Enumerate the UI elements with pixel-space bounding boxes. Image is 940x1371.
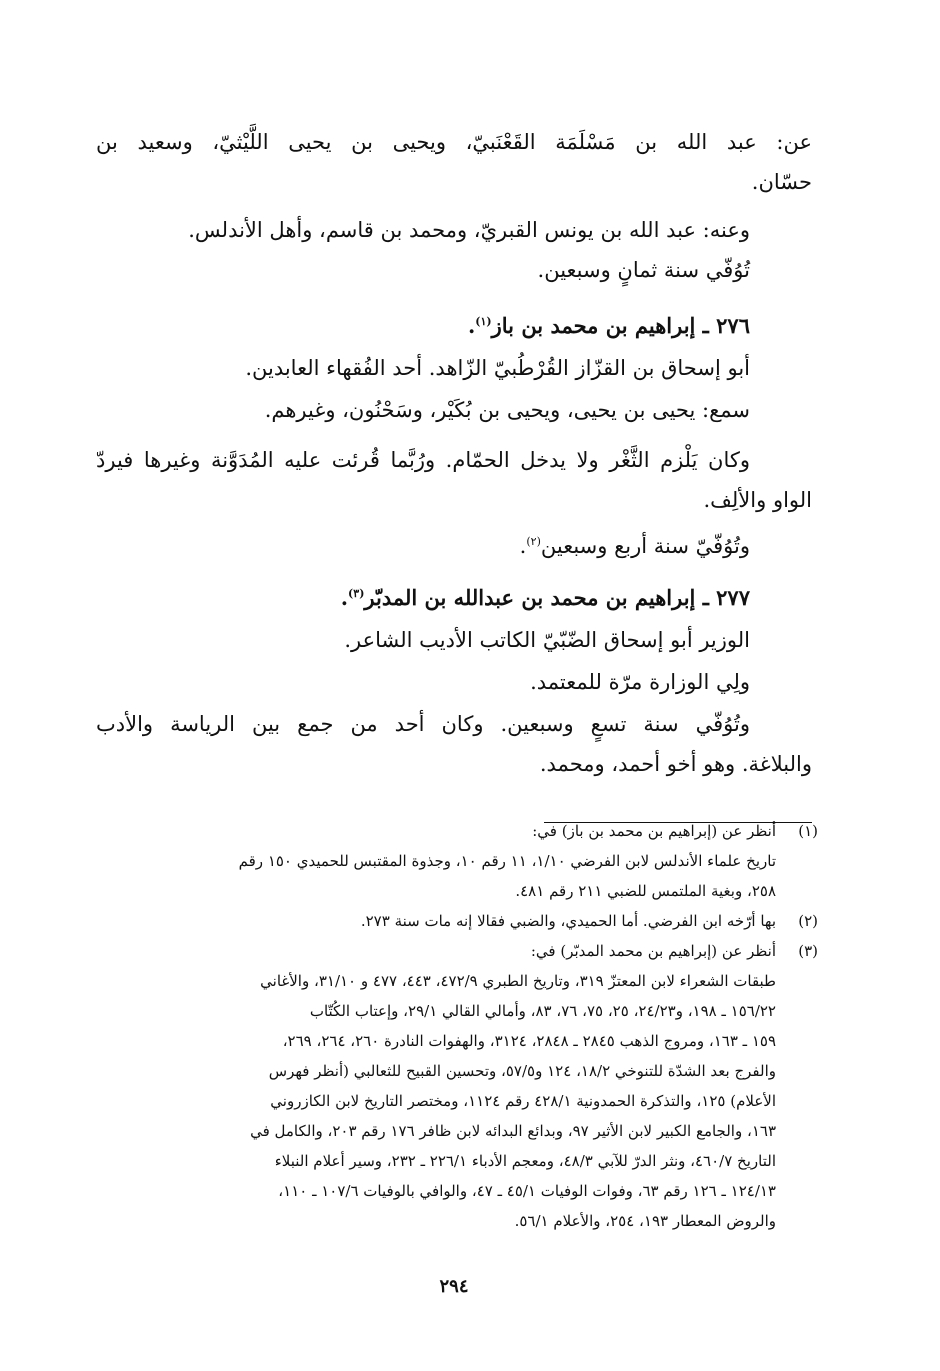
footnote-ref: (١) bbox=[475, 315, 492, 328]
entry-heading-text: ٢٧٧ ـ إبراهيم بن محمد بن عبدالله بن المدبّر bbox=[364, 585, 750, 610]
text-line: الوزير أبو إسحاق الضّبّيّ الكاتب الأديب الشاعر. bbox=[344, 628, 750, 652]
text-line: سمع: يحيى بن يحيى، ويحيى بن بُكَيْر، وسَحْنُون، وغيرهم. bbox=[264, 398, 750, 422]
footnote-line bbox=[96, 1176, 812, 1206]
text-line: وتُوُفّي سنة تسعٍ وسبعين. وكان أحد من جمع بين الرياسة والأدب bbox=[96, 712, 750, 736]
footnote-line bbox=[96, 1086, 812, 1116]
footnote-line bbox=[96, 1206, 812, 1236]
footnote-text: أنظر عن (إبراهيم بن محمد بن باز) في: bbox=[532, 822, 776, 840]
text-line: تُوُفّي سنة ثمانٍ وسبعين. bbox=[537, 258, 750, 282]
text-line: الواو والألِف. bbox=[703, 488, 812, 512]
text-line: والبلاغة. وهو أخو أحمد، ومحمد. bbox=[539, 752, 812, 776]
footnote-ref: (٣) bbox=[348, 587, 365, 600]
footnote-text: ١٥٩ ـ ١٦٣، ومروج الذهب ٢٨٤٥ ـ ٢٨٤٨، ٣١٢٤، والهفوات النادرة ٢٦٠، ٢٦٤، ٢٦٩، bbox=[282, 1032, 776, 1050]
footnote-text: الأعلام) ١٢٥، والتذكرة الحمدونية ٤٢٨/١ رقم ١١٢٤، ومختصر التاريخ لابن الكازروني bbox=[270, 1092, 776, 1110]
page-number: ٢٩٤ bbox=[439, 1276, 469, 1297]
text-line: حسّان. bbox=[751, 170, 812, 194]
text-line: عن: عبد الله بن مَسْلَمَة القَعْنَبيّ، ويحيى بن يحيى اللَّيْثيّ، وسعيد بن bbox=[96, 130, 812, 154]
text-line: وكان يَلْزم الثَّغْر ولا يدخل الحمّام. ورُبَّما قُرئت عليه المُدَوَّنة وغيرها فيردّ bbox=[96, 448, 750, 472]
footnote-text: التاريخ ٤٦٠/٧، ونثر الدرّ للآبي ٤٨/٣، ومعجم الأدباء ٢٢٦/١ ـ ٢٣٢، وسير أعلام النبلاء bbox=[274, 1152, 776, 1170]
footnote-text: والروض المعطار ١٩٣، ٢٥٤، والأعلام ٥٦/١. bbox=[514, 1212, 776, 1230]
footnote-line bbox=[96, 1146, 812, 1176]
footnote-text: طبقات الشعراء لابن المعتزّ ٣١٩، وتاريخ الطبري ٤٧٢/٩، ٤٤٣، ٤٧٧ و ٣١/١٠، والأغاني bbox=[260, 972, 776, 990]
footnote-line bbox=[96, 996, 812, 1026]
footnote-text: ١٦٣، والجامع الكبير لابن الأثير ٩٧، وبدائع البدائه لابن ظافر ١٧٦ رقم ٢٠٣، والكامل في bbox=[250, 1122, 776, 1140]
text-line-content: وتُوُفّيّ سنة أربع وسبعين bbox=[540, 534, 750, 558]
footnote-line bbox=[96, 1026, 812, 1056]
footnote-line bbox=[96, 1056, 812, 1086]
footnote-line bbox=[96, 876, 812, 906]
text-line: أبو إسحاق بن القزّاز القُرْطُبيّ الزّاهد. أحد الفُقهاء العابدين. bbox=[245, 356, 750, 380]
footnote-text: ٢٥٨، وبغية الملتمس للضبي ٢١١ رقم ٤٨١. bbox=[515, 882, 776, 900]
entry-heading-276: ٢٧٦ ـ إبراهيم بن محمد بن باز$^{(١)}$. bbox=[467, 313, 750, 338]
footnote-ref: (٢) bbox=[526, 535, 541, 548]
footnote-text: بها أرّخه ابن الفرضي. أما الحميدي، والضبي فقالا إنه مات سنة ٢٧٣. bbox=[360, 912, 776, 930]
text-line: ولِي الوزارة مرّة للمعتمد. bbox=[530, 670, 750, 694]
footnote-line bbox=[96, 846, 812, 876]
footnote-line bbox=[96, 966, 812, 996]
entry-heading-text: ٢٧٦ ـ إبراهيم بن محمد بن باز bbox=[491, 313, 750, 338]
entry-heading-277: ٢٧٧ ـ إبراهيم بن محمد بن عبدالله بن المدبّر$^{(٣)}$. bbox=[340, 585, 750, 610]
footnote-line bbox=[96, 1116, 812, 1146]
footnote-text: تاريخ علماء الأندلس لابن الفرضي ١/١٠، ١١ رقم ١٠، وجذوة المقتبس للحميدي ١٥٠ رقم bbox=[238, 852, 776, 870]
footnote-text: والفرج بعد الشدّة للتنوخي ١٨/٢، ١٢٤ و٥٧/٥، وتحسين القبيح للثعالبي (أنظر فهرس bbox=[268, 1062, 776, 1080]
footnote-line bbox=[96, 936, 818, 966]
footnote-text: أنظر عن (إبراهيم بن محمد المدبّر) في: bbox=[530, 942, 776, 960]
text-line: وتُوُفّيّ سنة أربع وسبعين$^{(٢)}$. bbox=[519, 534, 750, 558]
text-line: وعنه: عبد الله بن يونس القبريّ، ومحمد بن قاسم، وأهل الأندلس. bbox=[188, 218, 750, 242]
footnote-line bbox=[96, 906, 818, 936]
footnote-number: (٢) bbox=[798, 912, 818, 930]
book-page bbox=[96, 0, 818, 1371]
footnote-number: (١) bbox=[798, 822, 818, 840]
footnote-number: (٣) bbox=[798, 942, 818, 960]
footnote-text: ١٥٦/٢٢ ـ ١٩٨، و٢٤/٢٣، ٢٥، ٧٥، ٧٦، ٨٣، وأمالي القالي ٢٩/١، وإعتاب الكُتّاب bbox=[309, 1002, 776, 1020]
footnote-text: ١٢٤/١٣ ـ ١٢٦ رقم ٦٣، وفوات الوفيات ٤٥/١ ـ ٤٧، والوافي بالوفيات ١٠٧/٦ ـ ١١٠، bbox=[278, 1182, 776, 1200]
footnote-line bbox=[96, 816, 818, 846]
